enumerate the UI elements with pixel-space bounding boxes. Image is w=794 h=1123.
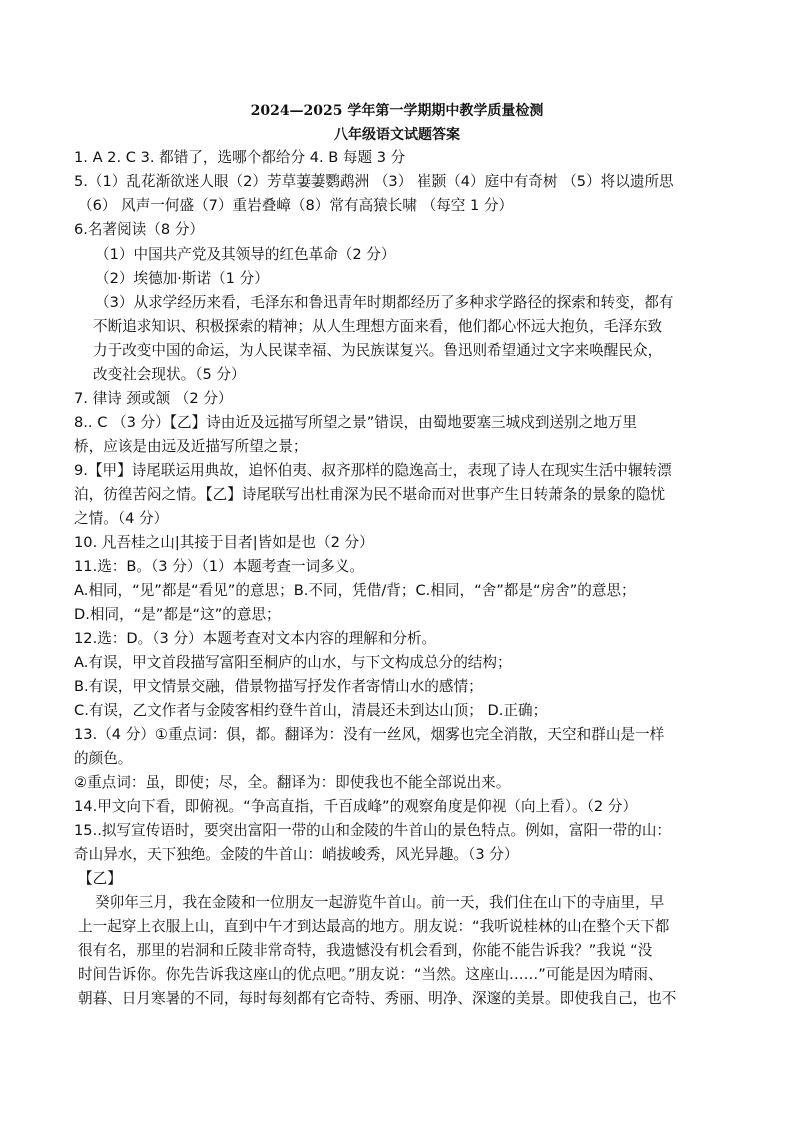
answer-line: 15..拟写宣传语时，要突出富阳一带的山和金陵的牛首山的景色特点。例如，富阳一带的山： — [74, 822, 672, 839]
answer-line: 1. A 2. C 3. 都错了，选哪个都给分 4. B 每题 3 分 — [74, 149, 406, 166]
translation-line: 癸卯年三月，我在金陵和一位朋友一起游览牛首山。前一天，我们住在山下的寺庙里，早 — [95, 894, 665, 911]
answer-line: A.相同，“见”都是“看见”的意思；B.不同，凭借/背；C.相同，“舍”都是“房舍”的意思； — [74, 582, 636, 599]
answer-line: 泊，彷徨苦闷之情。【乙】诗尾联写出杜甫深为民不堪命而对世事产生日转萧条的景象的隐忧 — [74, 486, 666, 503]
answer-line: （2）埃德加·斯诺（1 分） — [95, 270, 269, 287]
answer-line: 7. 律诗 颈或颔 （2 分） — [74, 390, 233, 407]
answer-line: 之情。（4 分） — [74, 510, 169, 527]
answer-line: （3）从求学经历来看，毛泽东和鲁迅青年时期都经历了多种求学路径的探索和转变，都有 — [95, 294, 674, 311]
answer-line: 9.【甲】诗尾联运用典故，追怀伯夷、叔齐那样的隐逸高士，表现了诗人在现实生活中辗转漂 — [74, 462, 672, 479]
answer-line: 不断追求知识、积极探索的精神；从人生理想方面来看，他们都心怀远大抱负，毛泽东致 — [93, 318, 663, 335]
answer-line: 13.（4 分）①重点词：俱，都。翻译为：没有一丝风，烟雾也完全消散，天空和群山是一样 — [74, 726, 665, 743]
translation-line: 朝暮、日月寒暑的不同，每时每刻都有它奇特、秀丽、明净、深邃的美景。即使我自己，也不 — [78, 990, 677, 1007]
section-heading-yi: 【乙】 — [78, 870, 122, 887]
answer-line: C.有误，乙文作者与金陵客相约登牛首山，清晨还未到达山顶； D.正确； — [74, 702, 548, 719]
answer-line: 5.（1）乱花渐欲迷人眼（2）芳草萋萋鹦鹉洲 （3） 崔颢（4）庭中有奇树 （5）将以遗所思 — [74, 173, 674, 190]
answer-line: 8.. C （3 分）【乙】诗由近及远描写所望之景”错误，由蜀地要塞三城戍到送别之地万里 — [74, 414, 637, 431]
answer-line: 14.甲文向下看，即俯视。“争高直指，千百成峰”的观察角度是仰视（向上看）。（2 分） — [74, 798, 638, 815]
answer-line: （1）中国共产党及其领导的红色革命（2 分） — [95, 246, 396, 263]
answer-line: B.有误，甲文情景交融，借景物描写抒发作者寄情山水的感情； — [74, 678, 483, 695]
answer-line: 桥，应该是由远及近描写所望之景； — [74, 438, 308, 455]
answer-line: ②重点词：虽，即使；尽，全。翻译为：即使我也不能全部说出来。 — [74, 774, 511, 791]
document-subtitle: 八年级语文试题答案 — [334, 127, 460, 143]
answer-line: 改变社会现状。（5 分） — [93, 366, 246, 383]
answer-line: 11.选：B。（3 分）（1）本题考查一词多义。 — [74, 558, 364, 575]
answer-line: D.相同，“是”都是“这”的意思； — [74, 606, 281, 623]
translation-line: 时间告诉你。你先告诉我这座山的优点吧。”朋友说：“当然。这座山……”可能是因为晴雨、 — [78, 966, 663, 983]
answer-line: 力于改变中国的命运，为人民谋幸福、为民族谋复兴。鲁迅则希望通过文字来唤醒民众， — [93, 342, 663, 359]
translation-line: 上一起穿上衣服上山，直到中午才到达最高的地方。朋友说：“我听说桂林的山在整个天下都 — [78, 918, 670, 935]
translation-line: 很有名，那里的岩洞和丘陵非常奇特，我遗憾没有机会看到，你能不能告诉我？”我说 “没 — [78, 942, 653, 959]
answer-line: 的颜色。 — [74, 750, 133, 767]
answer-line: 12.选：D。（3 分）本题考查对文本内容的理解和分析。 — [74, 630, 437, 647]
answer-line: 奇山异水，天下独绝。金陵的牛首山：峭拔峻秀，风光异趣。（3 分） — [74, 846, 519, 863]
answer-line: 10. 凡吾桂之山|其接于目者|皆如是也（2 分） — [74, 534, 374, 551]
document-title: 2024—2025 学年第一学期期中教学质量检测 — [250, 103, 544, 119]
answer-line: 6.名著阅读（8 分） — [74, 221, 205, 238]
answer-line: A.有误，甲文首段描写富阳至桐庐的山水，与下文构成总分的结构； — [74, 654, 512, 671]
answer-line: （6） 风声一何盛（7）重岩叠嶂（8）常有高猿长啸 （每空 1 分） — [78, 197, 514, 214]
